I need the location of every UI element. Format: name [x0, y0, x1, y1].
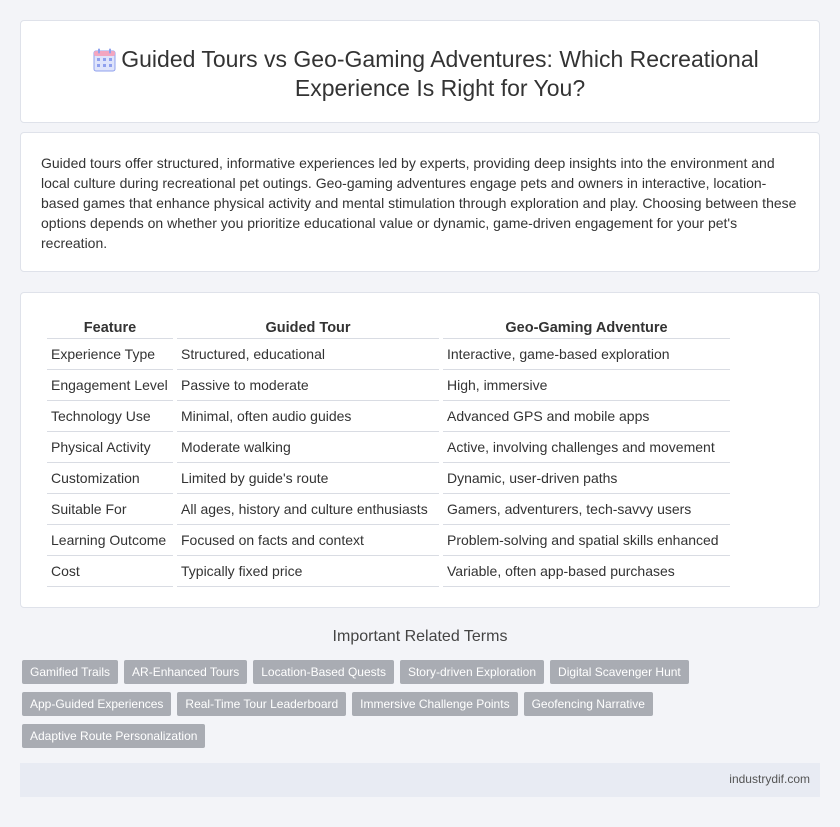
guided-tour-cell: Passive to moderate	[177, 370, 439, 401]
geo-gaming-cell: Gamers, adventurers, tech-savvy users	[443, 494, 730, 525]
related-term-tag[interactable]: Digital Scavenger Hunt	[550, 660, 689, 684]
related-term-tag[interactable]: Story-driven Exploration	[400, 660, 544, 684]
title-card	[20, 20, 820, 123]
feature-cell: Technology Use	[47, 401, 173, 432]
related-terms-list	[22, 660, 702, 748]
related-term-tag[interactable]: App-Guided Experiences	[22, 692, 171, 716]
table-row	[47, 494, 730, 525]
comparison-card	[20, 292, 820, 608]
feature-cell: Suitable For	[47, 494, 173, 525]
table-row	[47, 432, 730, 463]
related-term-tag[interactable]: AR-Enhanced Tours	[124, 660, 247, 684]
guided-tour-cell: Moderate walking	[177, 432, 439, 463]
related-terms-heading: Important Related Terms	[332, 628, 508, 645]
table-row	[47, 339, 730, 370]
geo-gaming-cell: Advanced GPS and mobile apps	[443, 401, 730, 432]
page-title: Guided Tours vs Geo-Gaming Adventures: Which Recreational Experience Is Right for You?	[121, 46, 759, 101]
table-row	[47, 556, 730, 587]
related-term-tag[interactable]: Geofencing Narrative	[524, 692, 653, 716]
geo-gaming-cell: Problem-solving and spatial skills enhanced	[443, 525, 730, 556]
related-term-tag[interactable]: Real-Time Tour Leaderboard	[177, 692, 346, 716]
geo-gaming-cell: Interactive, game-based exploration	[443, 339, 730, 370]
footer-bar	[20, 763, 820, 797]
table-row	[47, 525, 730, 556]
feature-cell: Physical Activity	[47, 432, 173, 463]
feature-cell: Engagement Level	[47, 370, 173, 401]
footer-site-link[interactable]: industrydif.com	[729, 772, 810, 786]
table-row	[47, 370, 730, 401]
guided-tour-cell: Minimal, often audio guides	[177, 401, 439, 432]
table-row	[47, 463, 730, 494]
table-header-row	[47, 315, 730, 339]
guided-tour-cell: Typically fixed price	[177, 556, 439, 587]
related-term-tag[interactable]: Adaptive Route Personalization	[22, 724, 205, 748]
table-row	[47, 401, 730, 432]
intro-card	[20, 132, 820, 272]
related-term-tag[interactable]: Location-Based Quests	[253, 660, 394, 684]
intro-paragraph: Guided tours offer structured, informative experiences led by experts, providing deep insights into the environment and local culture during recreational pet outings. Geo-gaming adventures engage pets and owners in interactive, location-based games that enhance physical activity and mental stimulation through exploration and play. Choosing between these options depends on whether you prioritize educational value or dynamic, game-driven engagement for your pet's recreation.	[41, 155, 797, 251]
related-term-tag[interactable]: Immersive Challenge Points	[352, 692, 517, 716]
related-term-tag[interactable]: Gamified Trails	[22, 660, 118, 684]
comparison-table	[43, 315, 734, 587]
guided-tour-cell: Focused on facts and context	[177, 525, 439, 556]
feature-cell: Customization	[47, 463, 173, 494]
header-feature: Feature	[47, 315, 173, 339]
feature-cell: Cost	[47, 556, 173, 587]
feature-cell: Learning Outcome	[47, 525, 173, 556]
geo-gaming-cell: High, immersive	[443, 370, 730, 401]
guided-tour-cell: Structured, educational	[177, 339, 439, 370]
header-guided-tour: Guided Tour	[177, 315, 439, 339]
geo-gaming-cell: Active, involving challenges and movement	[443, 432, 730, 463]
header-geo-gaming: Geo-Gaming Adventure	[443, 315, 730, 339]
feature-cell: Experience Type	[47, 339, 173, 370]
geo-gaming-cell: Variable, often app-based purchases	[443, 556, 730, 587]
guided-tour-cell: All ages, history and culture enthusiasts	[177, 494, 439, 525]
guided-tour-cell: Limited by guide's route	[177, 463, 439, 494]
geo-gaming-cell: Dynamic, user-driven paths	[443, 463, 730, 494]
